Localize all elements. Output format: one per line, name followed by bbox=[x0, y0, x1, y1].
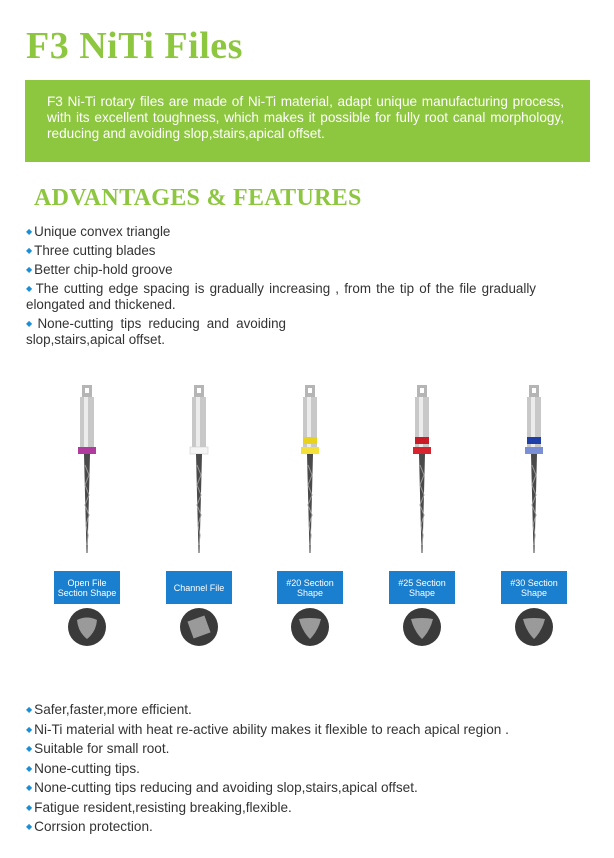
list-item bbox=[26, 281, 536, 313]
file-illustration-30 bbox=[514, 385, 554, 570]
list-item bbox=[26, 316, 286, 348]
diamond-bullet-icon: ◆ bbox=[26, 763, 33, 773]
list-item-text: Three cutting blades bbox=[34, 243, 156, 258]
triangle-section-shape-icon bbox=[514, 607, 554, 647]
triangle-section-shape-icon bbox=[402, 607, 442, 647]
list-item-text: Better chip-hold groove bbox=[34, 262, 173, 277]
color-band bbox=[415, 437, 429, 444]
advantages-list bbox=[26, 224, 536, 351]
list-item-text: Fatigue resident,resisting breaking,flexible. bbox=[34, 799, 292, 815]
file-label-text: #25 Section Shape bbox=[398, 577, 446, 598]
intro-banner bbox=[25, 80, 590, 162]
list-item-text: Ni-Ti material with heat re-active ability makes it flexible to reach apical region . bbox=[34, 721, 509, 737]
list-item-text: None-cutting tips. bbox=[34, 760, 140, 776]
file-label-channel bbox=[166, 571, 232, 604]
color-ring bbox=[190, 447, 208, 454]
color-band bbox=[527, 437, 541, 444]
diamond-bullet-icon: ◆ bbox=[26, 284, 34, 293]
channel-section-shape-icon bbox=[179, 607, 219, 647]
file-label-open bbox=[54, 571, 120, 604]
diamond-bullet-icon: ◆ bbox=[26, 822, 33, 831]
list-item-text: Unique convex triangle bbox=[34, 224, 171, 239]
list-item-text: Corrsion protection. bbox=[34, 819, 153, 834]
file-label-30 bbox=[501, 571, 567, 604]
list-item-text: Safer,faster,more efficient. bbox=[34, 702, 192, 717]
list-item bbox=[26, 224, 536, 240]
intro-text: F3 Ni-Ti rotary files are made of Ni-Ti material, adapt unique manufacturing process, with its excellent toughness, which makes it possible for fully root canal morphology, reducing and avoiding slop,stairs,apical offset. bbox=[47, 94, 564, 141]
list-item-text: None-cutting tips reducing and avoiding slop,stairs,apical offset. bbox=[26, 316, 287, 347]
file-label-20 bbox=[277, 571, 343, 604]
file-illustration-channel bbox=[179, 385, 219, 570]
list-item bbox=[26, 819, 586, 835]
list-item bbox=[26, 243, 536, 259]
file-label-text: #30 Section Shape bbox=[510, 577, 558, 598]
diamond-bullet-icon: ◆ bbox=[26, 246, 33, 255]
list-item bbox=[26, 761, 586, 777]
diamond-bullet-icon: ◆ bbox=[26, 705, 33, 714]
list-item bbox=[26, 722, 586, 738]
diamond-bullet-icon: ◆ bbox=[26, 319, 36, 328]
color-band bbox=[303, 437, 317, 444]
list-item bbox=[26, 741, 586, 757]
file-illustration-open bbox=[67, 385, 107, 570]
diamond-bullet-icon: ◆ bbox=[26, 265, 33, 274]
benefits-list bbox=[26, 702, 586, 839]
open-section-shape-icon bbox=[67, 607, 107, 647]
triangle-section-shape-icon bbox=[290, 607, 330, 647]
diamond-bullet-icon: ◆ bbox=[26, 783, 33, 792]
list-item-text: The cutting edge spacing is gradually increasing , from the tip of the file gradually elongated and thickened. bbox=[26, 281, 536, 312]
diamond-bullet-icon: ◆ bbox=[26, 802, 33, 812]
list-item-text: None-cutting tips reducing and avoiding slop,stairs,apical offset. bbox=[34, 780, 418, 795]
file-illustration-25 bbox=[402, 385, 442, 570]
page-title: F3 NiTi Files bbox=[26, 25, 243, 67]
list-item bbox=[26, 780, 586, 796]
list-item bbox=[26, 262, 536, 278]
diamond-bullet-icon: ◆ bbox=[26, 227, 33, 236]
list-item-text: Suitable for small root. bbox=[34, 741, 170, 756]
advantages-heading: ADVANTAGES & FEATURES bbox=[34, 185, 362, 211]
file-label-text: #20 Section Shape bbox=[286, 577, 334, 598]
diamond-bullet-icon: ◆ bbox=[26, 744, 33, 753]
diamond-bullet-icon: ◆ bbox=[26, 724, 33, 734]
color-ring bbox=[413, 447, 431, 454]
list-item bbox=[26, 800, 586, 816]
file-illustration-20 bbox=[290, 385, 330, 570]
color-ring bbox=[525, 447, 543, 454]
file-label-text: Channel File bbox=[173, 582, 225, 593]
file-label-text: Open File Section Shape bbox=[57, 577, 117, 598]
list-item bbox=[26, 702, 586, 718]
file-label-25 bbox=[389, 571, 455, 604]
color-ring bbox=[301, 447, 319, 454]
color-ring bbox=[78, 447, 96, 454]
